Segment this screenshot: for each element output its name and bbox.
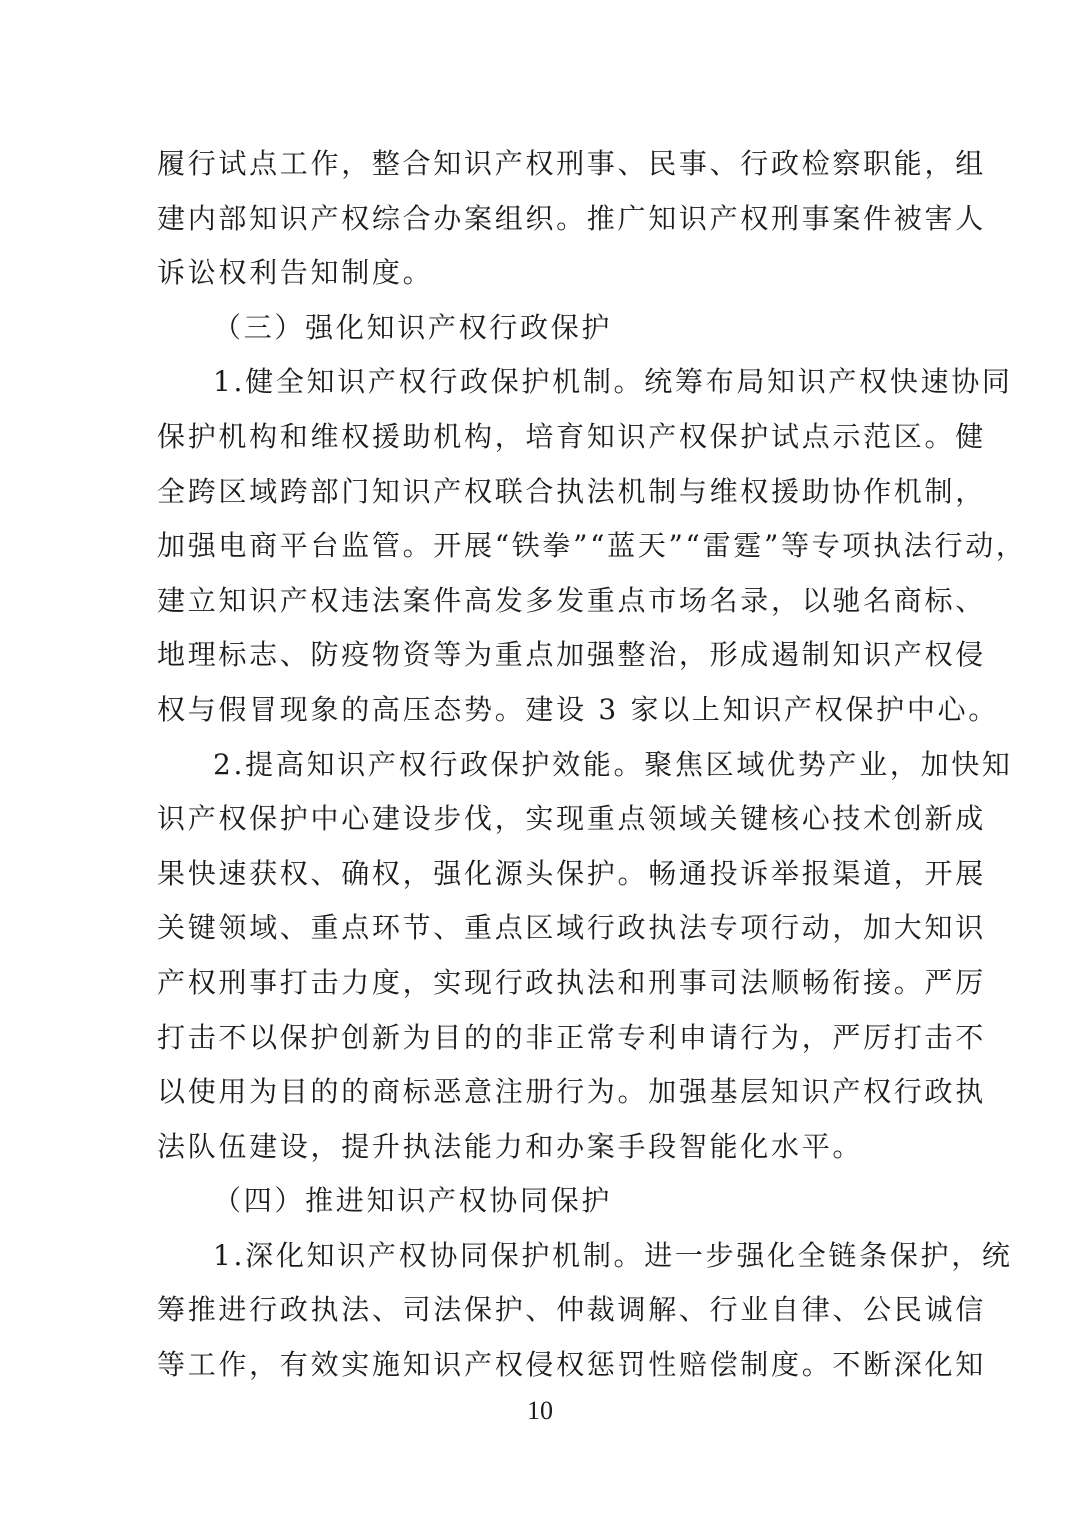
body-line: 加强电商平台监管。开展“铁拳”“蓝天”“雷霆”等专项执法行动， <box>157 529 1027 563</box>
body-line: 打击不以保护创新为目的的非正常专利申请行为，严厉打击不 <box>157 1020 986 1054</box>
paragraph-first-line: 1.健全知识产权行政保护机制。统筹布局知识产权快速协同 <box>213 365 1013 399</box>
body-line: 全跨区域跨部门知识产权联合执法机制与维权援助协作机制， <box>157 474 986 508</box>
body-line: 筹推进行政执法、司法保护、仲裁调解、行业自律、公民诚信 <box>157 1293 986 1327</box>
body-line: 权与假冒现象的高压态势。建设 3 家以上知识产权保护中心。 <box>157 692 999 726</box>
paragraph-first-line: 1.深化知识产权协同保护机制。进一步强化全链条保护，统 <box>213 1238 1013 1272</box>
body-line: 建立知识产权违法案件高发多发重点市场名录，以驰名商标、 <box>157 583 986 617</box>
body-line: 诉讼权利告知制度。 <box>157 256 434 290</box>
body-line: 等工作，有效实施知识产权侵权惩罚性赔偿制度。不断深化知 <box>157 1348 986 1382</box>
body-line: 识产权保护中心建设步伐，实现重点领域关键核心技术创新成 <box>157 802 986 836</box>
body-line: 法队伍建设，提升执法能力和办案手段智能化水平。 <box>157 1129 864 1163</box>
section-heading: （三）强化知识产权行政保护 <box>213 310 613 344</box>
body-line: 建内部知识产权综合办案组织。推广知识产权刑事案件被害人 <box>157 201 986 235</box>
body-line: 地理标志、防疫物资等为重点加强整治，形成遏制知识产权侵 <box>157 638 986 672</box>
body-line: 关键领域、重点环节、重点区域行政执法专项行动，加大知识 <box>157 911 986 945</box>
body-line: 履行试点工作，整合知识产权刑事、民事、行政检察职能，组 <box>157 147 986 180</box>
document-body <box>157 137 1027 1393</box>
body-line: 以使用为目的的商标恶意注册行为。加强基层知识产权行政执 <box>157 1075 986 1109</box>
body-line: 果快速获权、确权，强化源头保护。畅通投诉举报渠道，开展 <box>157 856 986 890</box>
paragraph-first-line: 2.提高知识产权行政保护效能。聚焦区域优势产业，加快知 <box>213 747 1013 781</box>
page-number: 10 <box>527 1396 553 1425</box>
section-heading: （四）推进知识产权协同保护 <box>213 1184 613 1218</box>
body-line: 产权刑事打击力度，实现行政执法和刑事司法顺畅衔接。严厉 <box>157 965 986 999</box>
body-line: 保护机构和维权援助机构，培育知识产权保护试点示范区。健 <box>157 419 986 453</box>
